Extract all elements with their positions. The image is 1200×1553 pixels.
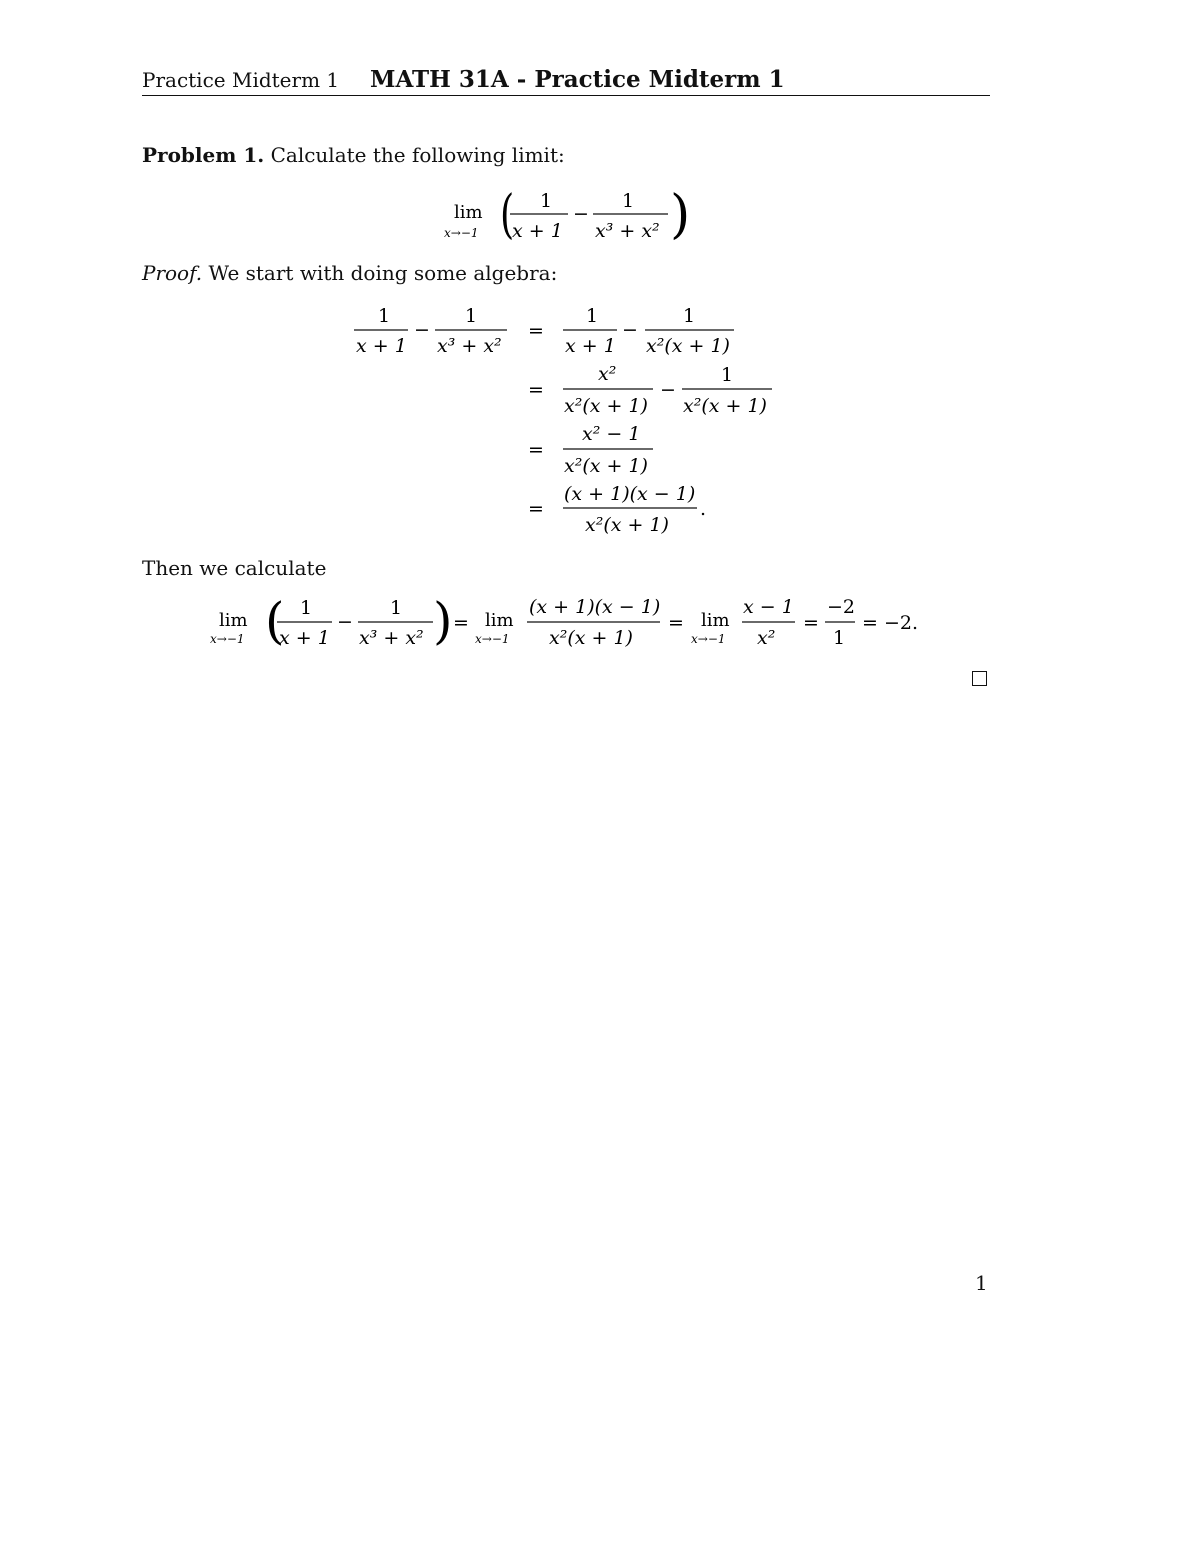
- lim3-subscript: x→−1: [691, 632, 726, 646]
- then-text: Then we calculate: [142, 556, 327, 580]
- lim1-subscript: x→−1: [210, 632, 245, 646]
- proof-label: Proof.: [142, 261, 203, 285]
- lim1-label: lim: [219, 610, 248, 631]
- row4-period: .: [700, 498, 707, 520]
- chain-frac1-num: 1: [300, 597, 313, 619]
- lim-subscript: x→−1: [444, 226, 479, 240]
- problem-statement: [142, 143, 565, 167]
- row3-equals: =: [528, 439, 544, 461]
- lim3-label: lim: [701, 610, 730, 631]
- row3-den: x²(x + 1): [564, 455, 648, 477]
- row1-lhs-minus: −: [414, 319, 430, 341]
- row3-num: x² − 1: [582, 423, 641, 445]
- row2-frac1-den: x²(x + 1): [564, 395, 648, 417]
- proof-intro: [142, 261, 557, 285]
- row2-frac1-num: x²: [598, 363, 617, 385]
- page-number: 1: [975, 1271, 988, 1295]
- running-header-left: Practice Midterm 1: [142, 68, 340, 92]
- problem-label: Problem 1.: [142, 143, 265, 167]
- chain-frac3-num: (x + 1)(x − 1): [529, 596, 661, 618]
- qed-symbol: [972, 671, 987, 686]
- row4-num: (x + 1)(x − 1): [564, 483, 696, 505]
- chain-frac5-num: −2: [827, 596, 856, 618]
- chain-eq2: =: [668, 612, 684, 634]
- chain-frac5-den: 1: [833, 627, 846, 649]
- header-rule: [142, 95, 990, 96]
- row4-equals: =: [528, 498, 544, 520]
- frac2-num: 1: [622, 190, 635, 212]
- chain-right-paren: ): [433, 592, 453, 650]
- lim-label: lim: [454, 202, 483, 223]
- row1-equals: =: [528, 320, 544, 342]
- row1-lhs-frac2-den: x³ + x²: [437, 335, 502, 357]
- frac2-den: x³ + x²: [595, 220, 660, 242]
- minus-sign: −: [573, 203, 589, 225]
- left-paren: (: [500, 183, 515, 245]
- chain-minus: −: [337, 611, 353, 633]
- right-paren: ): [670, 185, 690, 245]
- row1-rhs-frac2-den: x²(x + 1): [646, 335, 730, 357]
- row2-frac2-den: x²(x + 1): [683, 395, 767, 417]
- chain-frac4-num: x − 1: [743, 596, 794, 618]
- document-title: MATH 31A - Practice Midterm 1: [370, 66, 785, 93]
- row1-lhs-frac1-den: x + 1: [356, 335, 407, 357]
- frac1-den: x + 1: [512, 220, 563, 242]
- chain-frac4-den: x²: [757, 627, 776, 649]
- proof-text: We start with doing some algebra:: [208, 261, 558, 285]
- chain-left-paren: (: [265, 592, 285, 650]
- row2-frac2-num: 1: [721, 364, 734, 386]
- algebra-derivation: [340, 300, 800, 540]
- problem-text: Calculate the following limit:: [270, 143, 565, 167]
- chain-eq3: =: [803, 612, 819, 634]
- row1-rhs-minus: −: [622, 319, 638, 341]
- row1-rhs-frac1-num: 1: [586, 305, 599, 327]
- chain-eq1: =: [453, 612, 469, 634]
- chain-frac2-num: 1: [390, 597, 403, 619]
- final-limit-chain: [205, 590, 935, 660]
- row1-rhs-frac1-den: x + 1: [565, 335, 616, 357]
- row1-lhs-frac1-num: 1: [378, 305, 391, 327]
- row2-equals: =: [528, 379, 544, 401]
- chain-frac3-den: x²(x + 1): [549, 627, 633, 649]
- row1-rhs-frac2-num: 1: [683, 305, 696, 327]
- lim2-subscript: x→−1: [475, 632, 510, 646]
- chain-frac2-den: x³ + x²: [359, 627, 424, 649]
- frac1-num: 1: [540, 190, 553, 212]
- row1-lhs-frac2-num: 1: [465, 305, 478, 327]
- chain-frac1-den: x + 1: [279, 627, 330, 649]
- limit-equation: [430, 180, 690, 250]
- chain-final: = −2.: [862, 612, 919, 634]
- row4-den: x²(x + 1): [585, 514, 669, 536]
- lim2-label: lim: [485, 610, 514, 631]
- row2-minus: −: [660, 379, 676, 401]
